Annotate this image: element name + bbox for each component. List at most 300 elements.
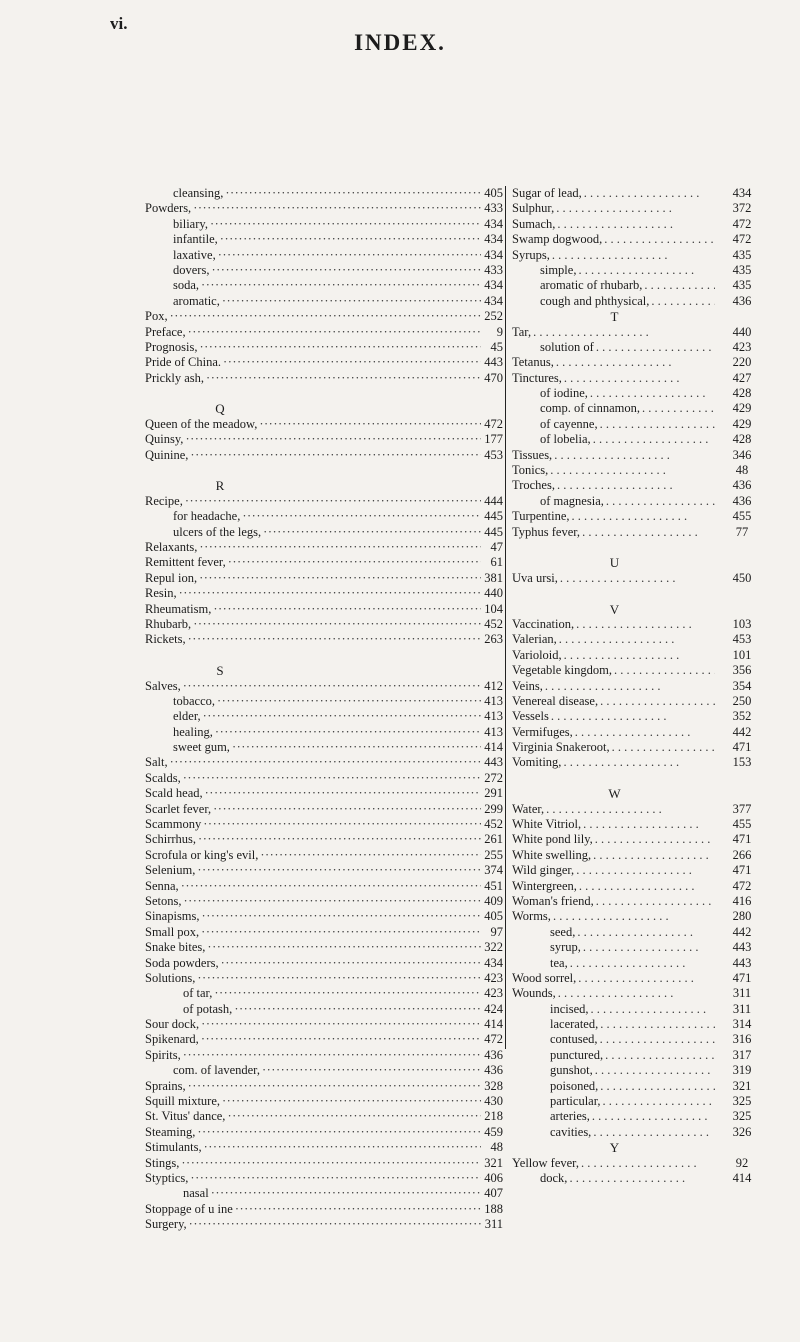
entry-page-number: 445 xyxy=(484,509,503,524)
entry-term: of potash, xyxy=(183,1001,233,1016)
dot-leader xyxy=(612,740,715,755)
dot-leader xyxy=(218,248,481,263)
index-entry xyxy=(145,571,503,586)
index-entry xyxy=(512,201,752,216)
entry-term: Salt, xyxy=(145,755,168,770)
index-entry xyxy=(145,586,503,601)
entry-term: Setons, xyxy=(145,893,182,908)
index-entry xyxy=(145,1109,503,1124)
entry-term: Preface, xyxy=(145,324,186,339)
entry-term: Spirits, xyxy=(145,1047,181,1062)
index-entry xyxy=(145,540,503,555)
index-entry xyxy=(145,1140,503,1155)
entry-page-number: 413 xyxy=(484,724,503,739)
entry-page-number: 250 xyxy=(732,693,752,708)
index-entry xyxy=(512,232,752,247)
index-entry xyxy=(145,848,503,863)
dot-leader xyxy=(600,1079,715,1094)
section-letter: Q xyxy=(215,401,225,417)
entry-page-number: 48 xyxy=(735,463,749,478)
index-entry xyxy=(145,417,503,432)
dot-leader xyxy=(215,725,481,740)
entry-page-number: 412 xyxy=(484,678,503,693)
dot-leader xyxy=(260,848,481,863)
entry-page-number: 103 xyxy=(732,616,752,631)
dot-leader xyxy=(227,1109,481,1124)
page-title: INDEX. xyxy=(354,30,446,55)
entry-page-number: 434 xyxy=(484,278,503,293)
entry-term: Vessels xyxy=(512,709,549,724)
dot-leader xyxy=(183,771,481,786)
dot-leader xyxy=(190,1171,481,1186)
index-entry xyxy=(512,693,752,709)
dot-leader xyxy=(569,1171,715,1186)
entry-term: biliary, xyxy=(173,216,208,231)
entry-term: cough and phthysical, xyxy=(540,293,650,308)
entry-page-number: 326 xyxy=(732,1124,752,1139)
entry-term: Vermifuges, xyxy=(512,724,573,739)
index-entry xyxy=(512,863,752,878)
dot-leader xyxy=(606,494,715,509)
index-entry xyxy=(145,986,503,1001)
entry-term: Prickly ash, xyxy=(145,370,205,385)
index-entry xyxy=(145,909,503,924)
dot-leader xyxy=(193,617,481,632)
index-entry xyxy=(145,940,503,955)
entry-term: Yellow fever, xyxy=(512,1155,579,1170)
entry-page-number: 455 xyxy=(732,817,752,832)
index-entry xyxy=(145,879,503,894)
index-entry xyxy=(145,971,503,986)
index-entry xyxy=(512,386,752,401)
entry-page-number: 47 xyxy=(490,539,503,554)
index-entry xyxy=(145,248,503,263)
dot-leader xyxy=(201,278,481,293)
entry-page-number: 311 xyxy=(484,1217,503,1232)
dot-leader xyxy=(557,478,715,493)
index-entry xyxy=(145,1017,503,1032)
entry-term: soda, xyxy=(173,278,200,293)
entry-page-number: 319 xyxy=(732,1063,752,1078)
page-number: vi. xyxy=(110,14,128,33)
entry-term: Queen of the meadow, xyxy=(145,416,258,431)
entry-page-number: 443 xyxy=(484,755,503,770)
index-entry xyxy=(145,1032,503,1047)
section-letter: W xyxy=(608,786,621,802)
index-entry xyxy=(145,817,503,832)
entry-page-number: 436 xyxy=(484,1063,503,1078)
entry-term: Tinctures, xyxy=(512,370,562,385)
dot-leader xyxy=(605,1048,715,1063)
dot-leader xyxy=(189,1217,481,1232)
dot-leader xyxy=(596,894,715,909)
dot-leader xyxy=(201,1017,481,1032)
entry-term: Stings, xyxy=(145,1155,180,1170)
entry-page-number: 423 xyxy=(484,986,503,1001)
index-entry xyxy=(512,847,752,863)
entry-page-number: 61 xyxy=(490,555,503,570)
dot-leader xyxy=(556,355,715,370)
index-entry xyxy=(145,863,503,878)
index-entry xyxy=(145,725,503,740)
entry-term: Small pox, xyxy=(145,924,200,939)
dot-leader xyxy=(202,909,481,924)
entry-page-number: 409 xyxy=(484,893,503,908)
dot-leader xyxy=(183,894,481,909)
entry-page-number: 434 xyxy=(484,247,503,262)
dot-leader xyxy=(583,940,715,955)
index-entry xyxy=(512,339,752,355)
entry-page-number: 444 xyxy=(484,493,503,508)
dot-leader xyxy=(188,632,481,647)
entry-term: Veins, xyxy=(512,678,543,693)
index-entry xyxy=(512,755,752,770)
entry-page-number: 472 xyxy=(484,1032,503,1047)
dot-leader xyxy=(564,648,715,663)
entry-term: tobacco, xyxy=(173,693,215,708)
dot-leader xyxy=(242,509,481,524)
index-entry xyxy=(145,263,503,278)
entry-term: Stoppage of u ine xyxy=(145,1201,233,1216)
index-entry xyxy=(145,555,503,570)
entry-term: com. of lavender, xyxy=(173,1063,260,1078)
index-entry xyxy=(512,1171,752,1186)
section-spacer xyxy=(512,586,717,601)
dot-leader xyxy=(213,602,481,617)
index-entry xyxy=(512,247,752,263)
index-entry xyxy=(512,878,752,894)
section-spacer xyxy=(512,771,717,786)
dot-leader xyxy=(199,340,481,355)
entry-term: contused, xyxy=(550,1032,598,1047)
dot-leader xyxy=(593,432,715,447)
index-entry xyxy=(145,232,503,247)
entry-term: Syrups, xyxy=(512,247,550,262)
index-entry xyxy=(145,371,503,386)
index-entry xyxy=(512,616,752,632)
dot-leader xyxy=(197,971,481,986)
entry-term: Surgery, xyxy=(145,1217,187,1232)
entry-term: Turpentine, xyxy=(512,509,570,524)
entry-term: Sinapisms, xyxy=(145,909,200,924)
index-entry xyxy=(145,786,503,801)
dot-leader xyxy=(223,355,481,370)
dot-leader xyxy=(232,740,481,755)
entry-page-number: 429 xyxy=(732,416,752,431)
index-entry xyxy=(145,1171,503,1186)
entry-term: St. Vitus' dance, xyxy=(145,1109,226,1124)
section-letter: R xyxy=(215,478,225,494)
index-entry xyxy=(145,771,503,786)
section-letter: Y xyxy=(609,1140,620,1156)
dot-leader xyxy=(183,679,481,694)
dot-leader xyxy=(563,755,715,770)
entry-page-number: 452 xyxy=(484,817,503,832)
index-entry xyxy=(145,1202,503,1217)
section-letter: V xyxy=(609,601,620,617)
dot-leader xyxy=(552,248,715,263)
entry-term: Sprains, xyxy=(145,1078,186,1093)
index-entry xyxy=(145,278,503,293)
entry-page-number: 416 xyxy=(732,893,752,908)
index-entry xyxy=(145,309,503,324)
index-entry xyxy=(145,217,503,232)
entry-page-number: 255 xyxy=(484,847,503,862)
entry-term: dovers, xyxy=(173,262,210,277)
index-entry xyxy=(512,647,752,663)
entry-term: Senna, xyxy=(145,878,179,893)
dot-leader xyxy=(576,863,715,878)
entry-page-number: 321 xyxy=(484,1155,503,1170)
index-entry xyxy=(512,1109,752,1124)
dot-leader xyxy=(206,371,481,386)
entry-page-number: 453 xyxy=(732,632,752,647)
entry-term: of magnesia, xyxy=(540,493,604,508)
index-entry xyxy=(145,1048,503,1063)
dot-leader xyxy=(570,956,715,971)
entry-page-number: 356 xyxy=(732,663,752,678)
dot-leader xyxy=(533,325,715,340)
index-entry xyxy=(512,1017,752,1032)
dot-leader xyxy=(581,1156,715,1171)
entry-page-number: 414 xyxy=(732,1171,752,1185)
index-entry xyxy=(512,740,752,755)
index-entry xyxy=(145,340,503,355)
entry-term: infantile, xyxy=(173,232,218,247)
entry-page-number: 101 xyxy=(732,647,752,662)
dot-leader xyxy=(590,386,715,401)
entry-page-number: 413 xyxy=(484,693,503,708)
entry-term: Wild ginger, xyxy=(512,863,575,878)
entry-term: dock, xyxy=(540,1171,568,1185)
entry-page-number: 104 xyxy=(484,601,503,616)
entry-term: Steaming, xyxy=(145,1124,196,1139)
dot-leader xyxy=(220,232,481,247)
dot-leader xyxy=(546,802,715,817)
entry-page-number: 45 xyxy=(490,339,503,354)
entry-term: cavities, xyxy=(550,1124,592,1139)
index-entry xyxy=(145,325,503,340)
entry-page-number: 435 xyxy=(732,278,752,293)
index-entry xyxy=(512,1032,752,1047)
index-entry xyxy=(145,956,503,971)
index-entry xyxy=(512,924,752,940)
entry-term: Relaxants, xyxy=(145,539,198,554)
entry-page-number: 436 xyxy=(732,493,752,508)
dot-leader xyxy=(576,617,715,632)
entry-page-number: 321 xyxy=(732,1078,752,1093)
dot-leader xyxy=(553,909,715,924)
entry-page-number: 430 xyxy=(484,1094,503,1109)
index-entry xyxy=(145,294,503,309)
entry-term: Remittent fever, xyxy=(145,555,226,570)
entry-term: sweet gum, xyxy=(173,740,230,755)
entry-term: of cayenne, xyxy=(540,416,598,431)
dot-leader xyxy=(207,940,481,955)
entry-page-number: 442 xyxy=(732,724,752,739)
index-column-right xyxy=(512,186,752,1186)
entry-page-number: 354 xyxy=(732,678,752,693)
entry-term: of tar, xyxy=(183,986,213,1001)
index-entry xyxy=(512,370,752,386)
entry-page-number: 472 xyxy=(484,416,503,431)
dot-leader xyxy=(201,925,481,940)
dot-leader xyxy=(591,1002,715,1017)
entry-page-number: 316 xyxy=(732,1032,752,1047)
entry-term: Wintergreen, xyxy=(512,878,577,893)
dot-leader xyxy=(181,879,481,894)
entry-term: Varioloid, xyxy=(512,647,562,662)
entry-page-number: 372 xyxy=(732,201,752,216)
index-entry xyxy=(512,940,752,955)
entry-term: Virginia Snakeroot, xyxy=(512,740,610,755)
entry-term: laxative, xyxy=(173,247,216,262)
entry-term: arteries, xyxy=(550,1109,590,1124)
index-entry xyxy=(145,1094,503,1109)
column-divider xyxy=(505,186,506,1049)
index-entry xyxy=(512,678,752,694)
entry-term: of iodine, xyxy=(540,386,588,401)
entry-term: Water, xyxy=(512,801,545,816)
index-entry xyxy=(145,355,503,370)
index-entry xyxy=(145,1063,503,1078)
index-entry xyxy=(512,1047,752,1063)
entry-page-number: 97 xyxy=(490,924,503,939)
entry-term: Selenium, xyxy=(145,863,196,878)
dot-leader xyxy=(170,309,481,324)
dot-leader xyxy=(198,832,481,847)
dot-leader xyxy=(600,417,715,432)
index-entry xyxy=(145,1217,503,1232)
entry-page-number: 434 xyxy=(484,232,503,247)
index-entry xyxy=(145,617,503,632)
entry-page-number: 405 xyxy=(484,909,503,924)
dot-leader xyxy=(263,525,481,540)
section-letter: T xyxy=(610,309,619,325)
entry-term: Quinine, xyxy=(145,447,189,462)
dot-leader xyxy=(595,1063,715,1078)
entry-page-number: 472 xyxy=(732,232,752,247)
entry-page-number: 377 xyxy=(732,801,752,816)
entry-term: Repul ion, xyxy=(145,570,198,585)
index-entry xyxy=(512,1078,752,1094)
index-entry xyxy=(145,925,503,940)
entry-page-number: 405 xyxy=(484,186,503,200)
entry-term: Worms, xyxy=(512,909,551,924)
index-entry xyxy=(145,1156,503,1171)
entry-term: Scald head, xyxy=(145,786,203,801)
dot-leader xyxy=(600,1017,715,1032)
entry-page-number: 455 xyxy=(732,509,752,524)
entry-page-number: 472 xyxy=(732,216,752,231)
index-entry xyxy=(512,663,752,678)
dot-leader xyxy=(583,817,715,832)
dot-leader xyxy=(222,294,481,309)
entry-page-number: 450 xyxy=(732,570,752,585)
index-entry xyxy=(145,432,503,447)
entry-page-number: 435 xyxy=(732,262,752,277)
index-entry xyxy=(512,401,752,416)
dot-leader xyxy=(577,925,715,940)
dot-leader xyxy=(614,663,715,678)
entry-term: Powders, xyxy=(145,201,192,216)
index-entry xyxy=(145,755,503,770)
entry-page-number: 428 xyxy=(732,432,752,447)
entry-term: incised, xyxy=(550,1001,589,1016)
entry-term: Sulphur, xyxy=(512,201,555,216)
dot-leader xyxy=(203,709,481,724)
index-entry xyxy=(512,416,752,432)
entry-page-number: 153 xyxy=(732,755,752,770)
dot-leader xyxy=(183,1048,481,1063)
dot-leader xyxy=(185,432,481,447)
index-entry xyxy=(145,632,503,647)
entry-page-number: 452 xyxy=(484,616,503,631)
index-entry xyxy=(512,447,752,463)
entry-page-number: 280 xyxy=(732,909,752,924)
entry-term: Rhubarb, xyxy=(145,616,192,631)
dot-leader xyxy=(550,463,715,478)
index-entry xyxy=(512,524,749,540)
entry-page-number: 440 xyxy=(732,324,752,339)
dot-leader xyxy=(181,1156,481,1171)
entry-page-number: 414 xyxy=(484,740,503,755)
dot-leader xyxy=(262,1063,481,1078)
dot-leader xyxy=(644,278,715,293)
entry-term: Vegetable kingdom, xyxy=(512,663,612,678)
index-entry xyxy=(512,478,752,493)
entry-term: Tissues, xyxy=(512,447,553,462)
dot-leader xyxy=(582,525,715,540)
entry-page-number: 471 xyxy=(732,832,752,847)
entry-term: Salves, xyxy=(145,678,181,693)
entry-term: Venereal disease, xyxy=(512,693,599,708)
index-entry xyxy=(512,1155,749,1171)
index-entry xyxy=(512,278,752,293)
index-entry xyxy=(512,216,752,232)
entry-term: aromatic, xyxy=(173,293,220,308)
index-entry xyxy=(512,970,752,986)
entry-page-number: 325 xyxy=(732,1109,752,1124)
entry-page-number: 311 xyxy=(732,986,752,1001)
index-entry xyxy=(145,802,503,817)
entry-term: Troches, xyxy=(512,478,555,493)
dot-leader xyxy=(211,263,481,278)
entry-term: Sugar of lead, xyxy=(512,186,582,200)
entry-term: Tetanus, xyxy=(512,355,554,370)
entry-term: comp. of cinnamon, xyxy=(540,401,640,416)
entry-term: nasal xyxy=(183,1186,209,1201)
entry-page-number: 436 xyxy=(732,293,752,308)
entry-page-number: 459 xyxy=(484,1124,503,1139)
entry-term: Woman's friend, xyxy=(512,893,594,908)
dot-leader xyxy=(193,201,481,216)
index-entry xyxy=(512,355,752,370)
entry-term: Snake bites, xyxy=(145,940,206,955)
entry-page-number: 427 xyxy=(732,370,752,385)
entry-page-number: 381 xyxy=(484,570,503,585)
dot-leader xyxy=(584,186,715,201)
entry-term: Typhus fever, xyxy=(512,524,581,539)
entry-page-number: 453 xyxy=(484,447,503,462)
index-entry xyxy=(145,494,503,509)
dot-leader xyxy=(604,232,715,247)
entry-term: Prognosis, xyxy=(145,339,198,354)
index-entry xyxy=(512,1124,752,1140)
entry-term: cleansing, xyxy=(173,186,224,200)
dot-leader xyxy=(190,448,481,463)
entry-page-number: 451 xyxy=(484,878,503,893)
